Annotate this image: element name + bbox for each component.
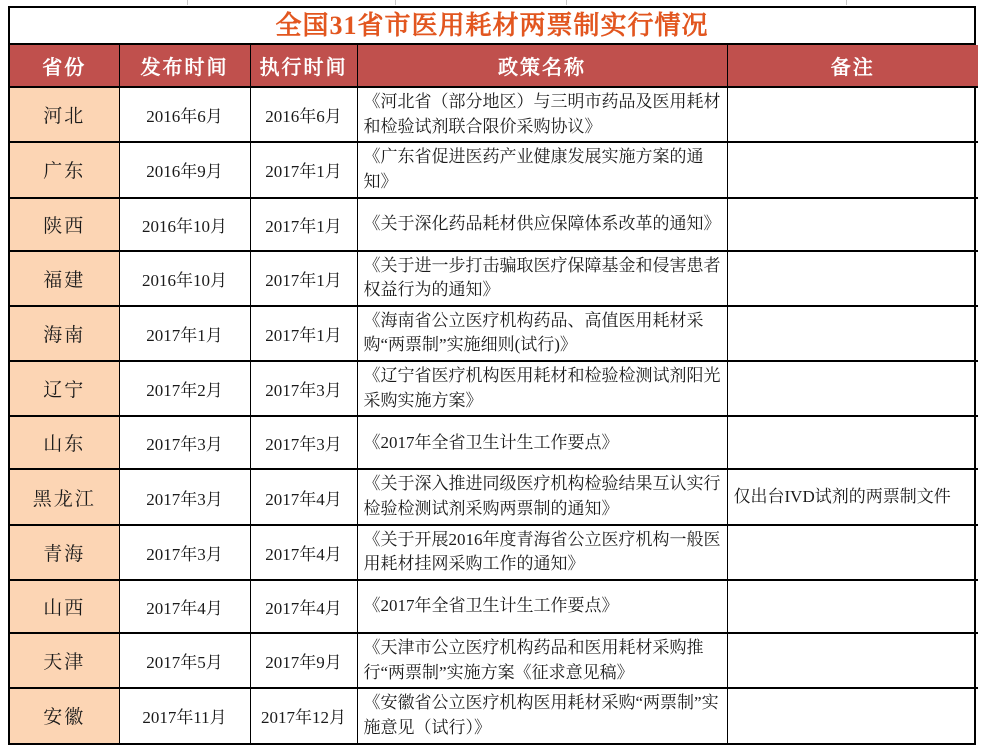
effective-date-cell: 2017年4月 bbox=[250, 580, 357, 633]
province-cell: 海南 bbox=[10, 306, 119, 361]
publish-date-cell: 2016年10月 bbox=[119, 198, 250, 251]
province-cell: 山东 bbox=[10, 416, 119, 469]
table-row bbox=[10, 142, 978, 197]
province-cell: 山西 bbox=[10, 580, 119, 633]
publish-date-cell: 2016年10月 bbox=[119, 251, 250, 306]
policy-name-cell: 《天津市公立医疗机构药品和医用耗材采购推行“两票制”实施方案《征求意见稿》 bbox=[357, 633, 727, 688]
effective-date-cell: 2017年12月 bbox=[250, 688, 357, 742]
policy-table bbox=[10, 45, 978, 743]
table-body bbox=[10, 87, 978, 743]
publish-date-cell: 2017年11月 bbox=[119, 688, 250, 742]
policy-name-cell: 《关于开展2016年度青海省公立医疗机构一般医用耗材挂网采购工作的通知》 bbox=[357, 525, 727, 580]
table-title-row bbox=[10, 8, 974, 45]
publish-date-cell: 2016年9月 bbox=[119, 142, 250, 197]
note-cell bbox=[727, 525, 978, 580]
gridline bbox=[187, 0, 188, 5]
effective-date-cell: 2016年6月 bbox=[250, 87, 357, 142]
note-cell bbox=[727, 251, 978, 306]
two-invoice-policy-table bbox=[8, 6, 976, 745]
publish-date-cell: 2017年3月 bbox=[119, 416, 250, 469]
note-cell bbox=[727, 688, 978, 742]
effective-date-cell: 2017年9月 bbox=[250, 633, 357, 688]
header-row bbox=[10, 45, 978, 87]
policy-name-cell: 《辽宁省医疗机构医用耗材和检验检测试剂阳光采购实施方案》 bbox=[357, 361, 727, 416]
note-cell bbox=[727, 87, 978, 142]
province-cell: 福建 bbox=[10, 251, 119, 306]
column-header-publish-date: 发布时间 bbox=[119, 45, 250, 87]
note-cell bbox=[727, 416, 978, 469]
policy-name-cell: 《关于进一步打击骗取医疗保障基金和侵害患者权益行为的通知》 bbox=[357, 251, 727, 306]
policy-name-cell: 《2017年全省卫生计生工作要点》 bbox=[357, 580, 727, 633]
table-row bbox=[10, 306, 978, 361]
note-cell bbox=[727, 580, 978, 633]
publish-date-cell: 2017年4月 bbox=[119, 580, 250, 633]
publish-date-cell: 2017年3月 bbox=[119, 469, 250, 524]
table-row bbox=[10, 87, 978, 142]
table-row bbox=[10, 251, 978, 306]
effective-date-cell: 2017年1月 bbox=[250, 251, 357, 306]
column-header-note: 备注 bbox=[727, 45, 978, 87]
gridline bbox=[846, 0, 847, 5]
note-cell bbox=[727, 142, 978, 197]
gridline bbox=[566, 0, 567, 5]
table-row bbox=[10, 525, 978, 580]
policy-name-cell: 《关于深入推进同级医疗机构检验结果互认实行检验检测试剂采购两票制的通知》 bbox=[357, 469, 727, 524]
note-cell: 仅出台IVD试剂的两票制文件 bbox=[727, 469, 978, 524]
effective-date-cell: 2017年4月 bbox=[250, 525, 357, 580]
effective-date-cell: 2017年3月 bbox=[250, 416, 357, 469]
publish-date-cell: 2017年5月 bbox=[119, 633, 250, 688]
effective-date-cell: 2017年1月 bbox=[250, 198, 357, 251]
publish-date-cell: 2017年2月 bbox=[119, 361, 250, 416]
table-row bbox=[10, 198, 978, 251]
province-cell: 安徽 bbox=[10, 688, 119, 742]
effective-date-cell: 2017年4月 bbox=[250, 469, 357, 524]
publish-date-cell: 2017年1月 bbox=[119, 306, 250, 361]
spreadsheet-top-gridline-strip bbox=[0, 0, 984, 6]
policy-name-cell: 《2017年全省卫生计生工作要点》 bbox=[357, 416, 727, 469]
policy-name-cell: 《关于深化药品耗材供应保障体系改革的通知》 bbox=[357, 198, 727, 251]
publish-date-cell: 2017年3月 bbox=[119, 525, 250, 580]
table-row bbox=[10, 361, 978, 416]
effective-date-cell: 2017年3月 bbox=[250, 361, 357, 416]
note-cell bbox=[727, 306, 978, 361]
policy-name-cell: 《海南省公立医疗机构药品、高值医用耗材采购“两票制”实施细则(试行)》 bbox=[357, 306, 727, 361]
note-cell bbox=[727, 361, 978, 416]
effective-date-cell: 2017年1月 bbox=[250, 306, 357, 361]
province-cell: 陕西 bbox=[10, 198, 119, 251]
note-cell bbox=[727, 198, 978, 251]
province-cell: 青海 bbox=[10, 525, 119, 580]
policy-name-cell: 《广东省促进医药产业健康发展实施方案的通知》 bbox=[357, 142, 727, 197]
table-title: 全国31省市医用耗材两票制实行情况 bbox=[275, 10, 709, 40]
table-row bbox=[10, 469, 978, 524]
table-row bbox=[10, 416, 978, 469]
gridline bbox=[395, 0, 396, 5]
note-cell bbox=[727, 633, 978, 688]
effective-date-cell: 2017年1月 bbox=[250, 142, 357, 197]
table-row bbox=[10, 688, 978, 742]
province-cell: 广东 bbox=[10, 142, 119, 197]
province-cell: 河北 bbox=[10, 87, 119, 142]
province-cell: 辽宁 bbox=[10, 361, 119, 416]
table-row bbox=[10, 580, 978, 633]
column-header-policy-name: 政策名称 bbox=[357, 45, 727, 87]
table-row bbox=[10, 633, 978, 688]
province-cell: 天津 bbox=[10, 633, 119, 688]
column-header-province: 省份 bbox=[10, 45, 119, 87]
column-header-effective-date: 执行时间 bbox=[250, 45, 357, 87]
publish-date-cell: 2016年6月 bbox=[119, 87, 250, 142]
province-cell: 黑龙江 bbox=[10, 469, 119, 524]
policy-name-cell: 《安徽省公立医疗机构医用耗材采购“两票制”实施意见（试行）》 bbox=[357, 688, 727, 742]
policy-name-cell: 《河北省（部分地区）与三明市药品及医用耗材和检验试剂联合限价采购协议》 bbox=[357, 87, 727, 142]
